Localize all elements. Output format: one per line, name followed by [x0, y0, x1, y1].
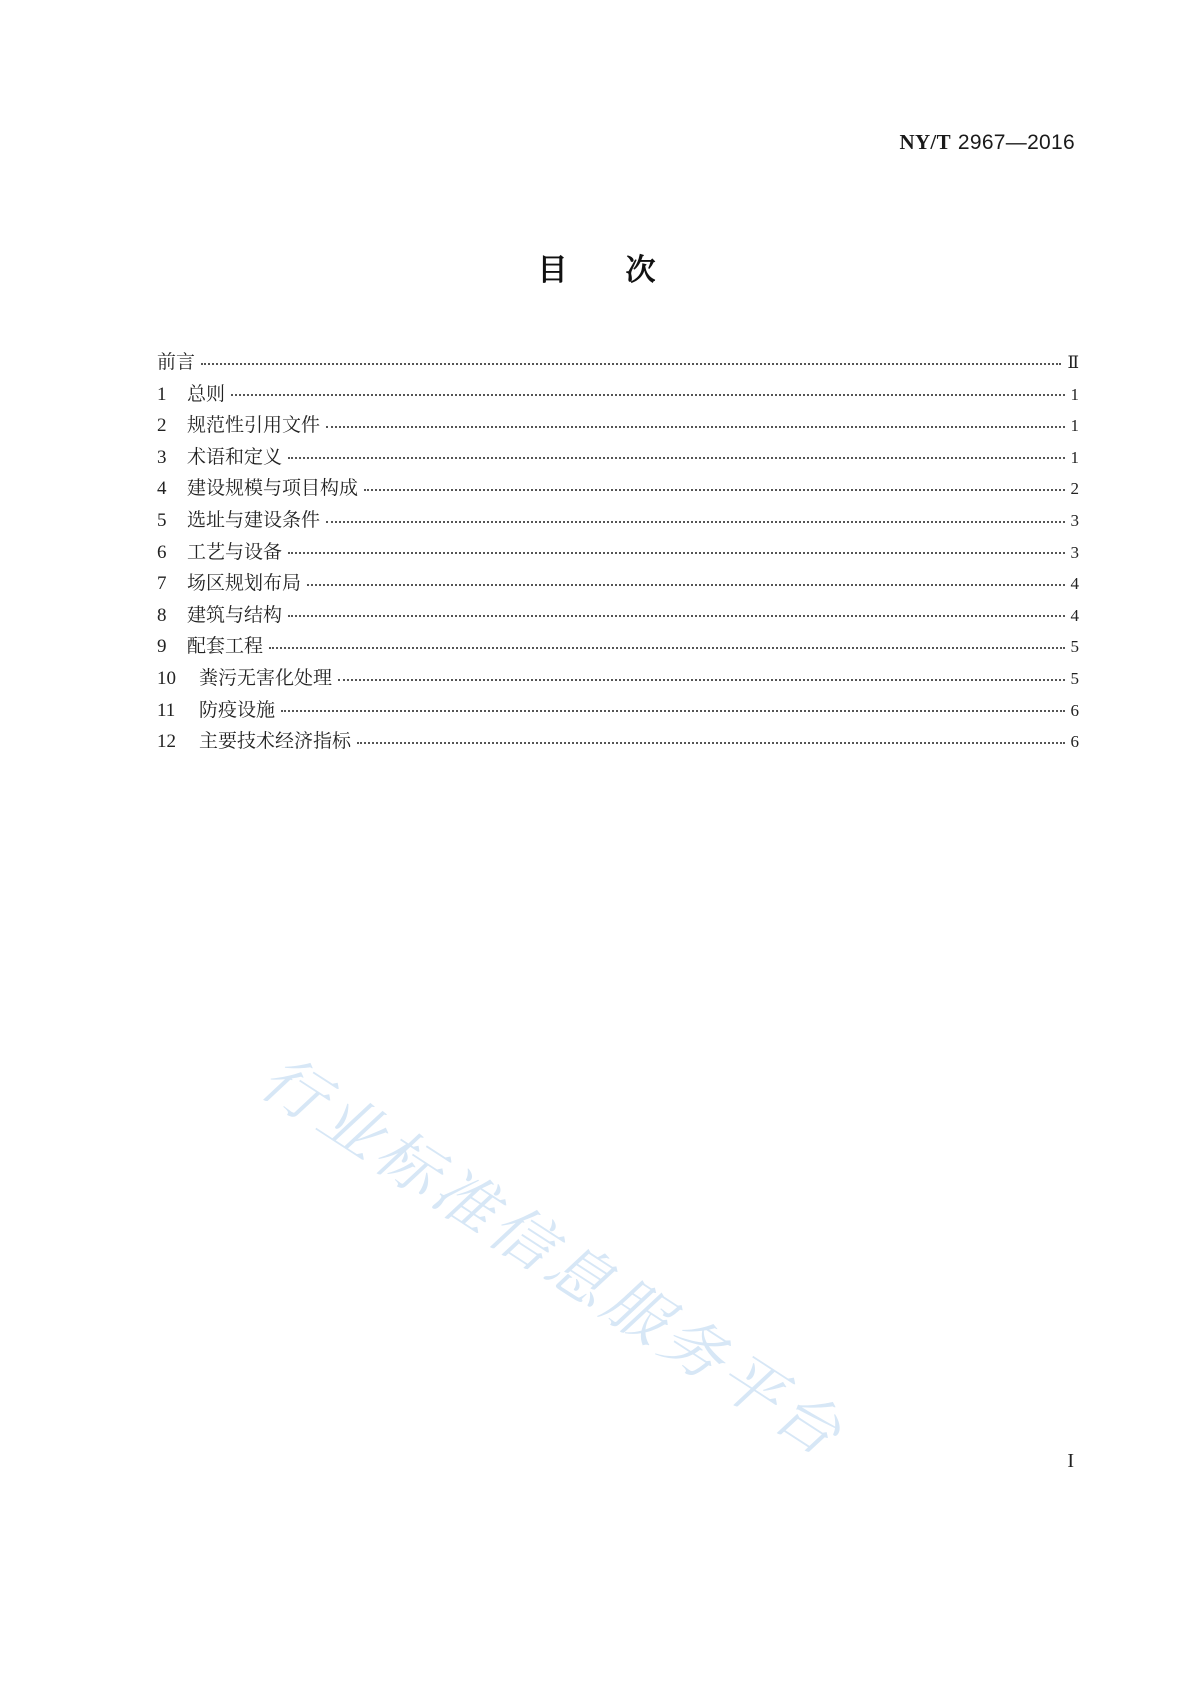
toc-entry-label: 工艺与设备 — [187, 540, 283, 563]
toc-entry-page: 6 — [1070, 700, 1079, 720]
toc-entry-number: 9 — [157, 636, 167, 658]
toc-entry-1[interactable] — [157, 379, 1079, 411]
toc-entry-page: 4 — [1070, 605, 1079, 625]
toc-entry-page: 5 — [1070, 637, 1079, 657]
standard-prefix: NY/T — [899, 130, 951, 154]
toc-entry-label: 配套工程 — [187, 635, 264, 658]
toc-entry-7[interactable] — [157, 568, 1079, 600]
toc-entry-number: 3 — [157, 446, 167, 468]
toc-entry-number: 6 — [157, 541, 167, 563]
toc-entry-label: 场区规划布局 — [187, 572, 302, 595]
dot-leader — [201, 363, 1061, 365]
toc-entry-label: 建设规模与项目构成 — [187, 477, 359, 500]
toc-entry-number: 5 — [157, 509, 167, 531]
toc-entry-label: 前言 — [157, 351, 196, 373]
toc-entry-5[interactable] — [157, 505, 1079, 537]
toc-entry-label: 总则 — [187, 382, 226, 405]
toc-entry-8[interactable] — [157, 600, 1079, 632]
dot-leader — [364, 489, 1064, 491]
toc-entry-number: 7 — [157, 573, 167, 595]
toc-entry-11[interactable] — [157, 695, 1079, 727]
toc-entry-label: 建筑与结构 — [187, 603, 283, 626]
toc-entry-page: 1 — [1070, 447, 1079, 467]
toc-entry-label: 主要技术经济指标 — [199, 730, 352, 753]
toc-entry-page: 6 — [1070, 732, 1079, 752]
toc-entry-9[interactable] — [157, 631, 1079, 663]
toc-entry-page: 2 — [1070, 479, 1079, 499]
watermark: 行业标准信息服务平台 — [248, 1040, 859, 1473]
toc-entry-6[interactable] — [157, 537, 1079, 569]
table-of-contents — [157, 347, 1079, 758]
toc-entry-label: 防疫设施 — [199, 698, 276, 721]
toc-entry-preface[interactable] — [157, 347, 1079, 379]
toc-entry-2[interactable] — [157, 410, 1079, 442]
toc-entry-page: 1 — [1070, 416, 1079, 436]
toc-entry-page: 5 — [1070, 668, 1079, 688]
standard-code — [900, 130, 1076, 155]
dot-leader — [326, 426, 1064, 428]
toc-entry-page: 4 — [1070, 574, 1079, 594]
toc-entry-number: 8 — [157, 604, 167, 626]
toc-entry-3[interactable] — [157, 442, 1079, 474]
page-number: I — [1067, 1450, 1074, 1472]
toc-entry-number: 10 — [157, 667, 176, 689]
toc-entry-number: 4 — [157, 478, 167, 500]
toc-entry-page: Ⅱ — [1067, 353, 1079, 372]
toc-entry-number: 2 — [157, 415, 167, 437]
toc-entry-label: 术语和定义 — [187, 445, 283, 468]
toc-entry-label: 选址与建设条件 — [187, 508, 321, 531]
toc-entry-label: 规范性引用文件 — [187, 414, 321, 437]
toc-entry-10[interactable] — [157, 663, 1079, 695]
toc-entry-page: 3 — [1070, 510, 1079, 530]
dot-leader — [288, 457, 1064, 459]
dot-leader — [338, 679, 1064, 681]
standard-number: 2967—2016 — [957, 131, 1075, 154]
dot-leader — [269, 647, 1064, 649]
dot-leader — [281, 710, 1064, 712]
toc-entry-label: 粪污无害化处理 — [199, 666, 333, 689]
toc-title: 目次 — [537, 253, 714, 288]
dot-leader — [357, 742, 1064, 744]
toc-entry-number: 11 — [157, 699, 176, 721]
toc-entry-12[interactable] — [157, 726, 1079, 758]
dot-leader — [307, 584, 1064, 586]
toc-entry-4[interactable] — [157, 473, 1079, 505]
toc-entry-number: 1 — [157, 383, 167, 405]
dot-leader — [326, 521, 1064, 523]
dot-leader — [231, 394, 1064, 396]
toc-entry-page: 1 — [1070, 384, 1079, 404]
dot-leader — [288, 615, 1064, 617]
toc-entry-number: 12 — [157, 731, 176, 753]
dot-leader — [288, 552, 1064, 554]
toc-entry-page: 3 — [1070, 542, 1079, 562]
